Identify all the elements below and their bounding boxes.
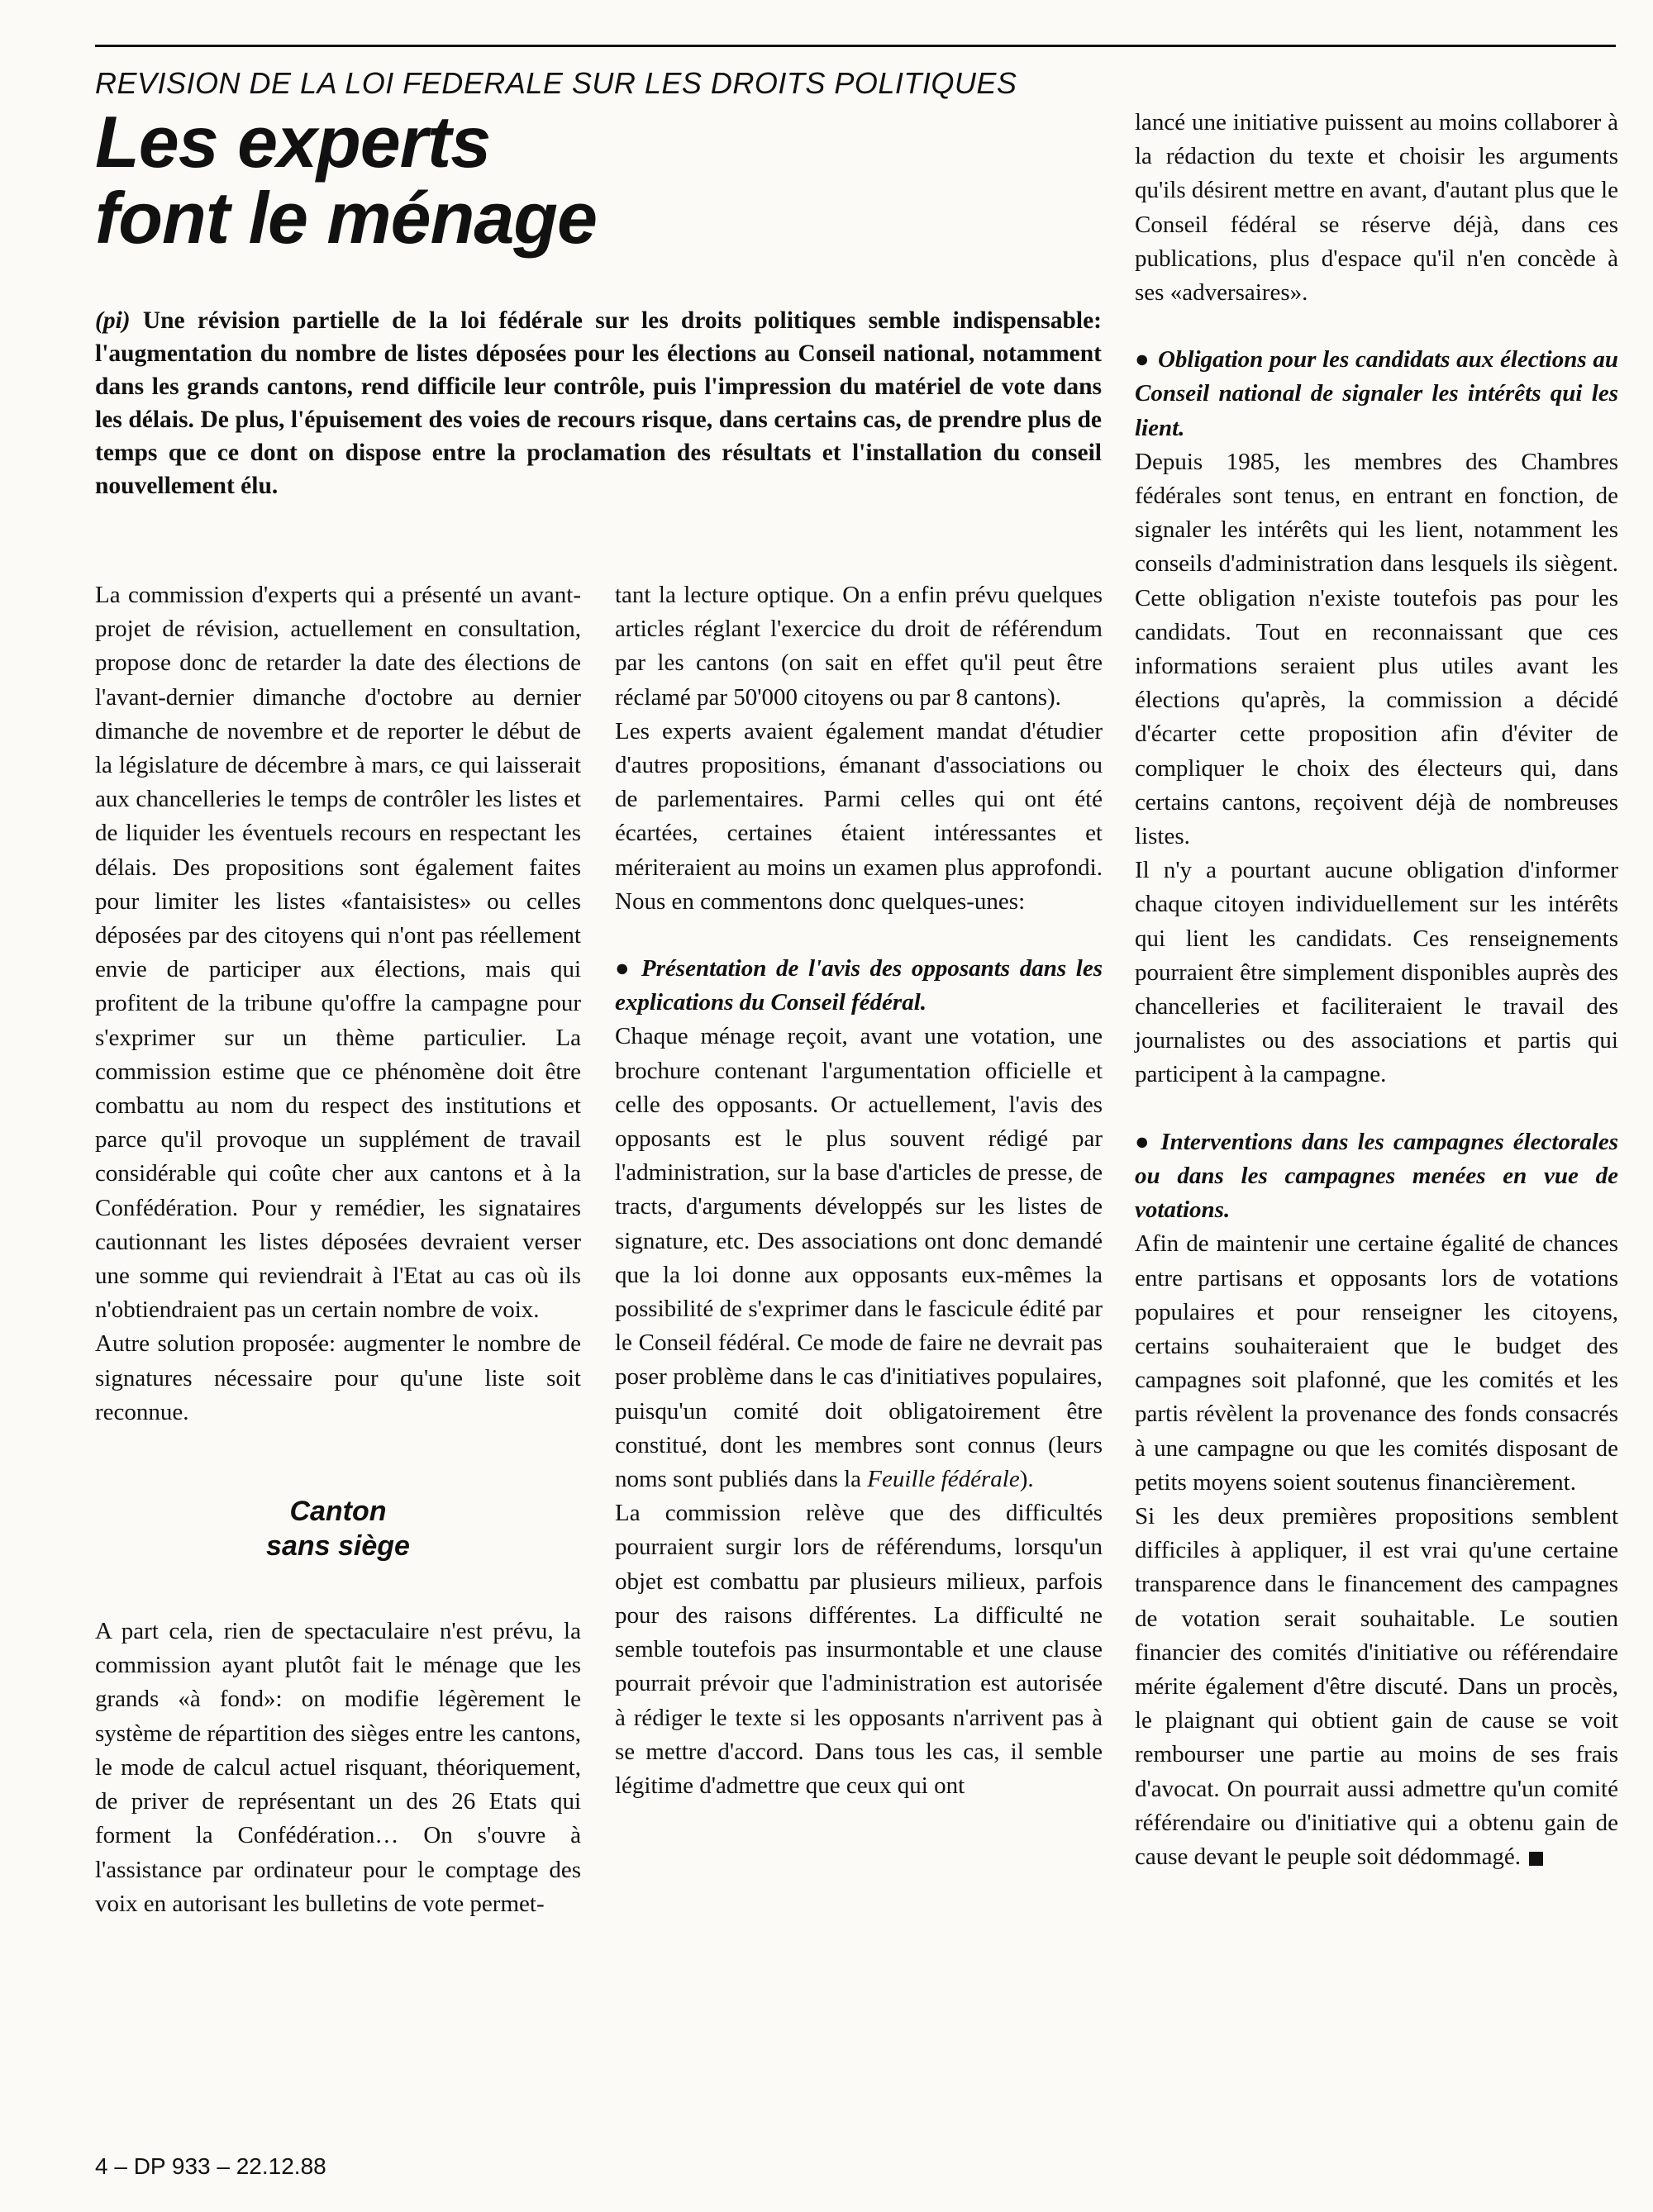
publication-title: Feuille fédérale [867, 1466, 1020, 1493]
lead-text: Une révision partielle de la loi fédérale sur les droits politiques semble indispensable: l'augmentation du nombre de listes déposées pour les élections au Conseil national, notamment dans les grands cantons, rend difficile leur contrôle, puis l'impression du matériel de vote dans les délais. De plus, l'épuisement des voies de recours risque, dans certains cas, de prendre plus de temps que ce dont on dispose entre la proclamation des résultats et l'installation du conseil nouvellement élu. [95, 307, 1102, 499]
column-2 [615, 578, 1103, 1803]
paragraph: La commission d'experts qui a présenté un avant-projet de révision, actuellement en consultation, propose donc de retarder la date des élections de l'avant-dernier dimanche d'octobre au dernier dimanche de novembre et de reporter le début de la législature de décembre à mars, ce qui laisserait aux chancelleries le temps de contrôler les listes et de liquider les éventuels recours en respectant les délais. Des propositions sont également faites pour limiter les listes «fantaisistes» ou celles déposées par des citoyens qui n'ont pas réellement envie de participer aux élections, mais qui profitent de la tribune qu'offre la campagne pour s'exprimer sur un thème particulier. La commission estime que ce phénomène doit être combattu au nom du respect des institutions et parce qu'il provoque un supplément de travail considérable qui coûte cher aux cantons et à la Confédération. Pour y remédier, les signataires cautionnant les listes déposées devraient verser une somme qui reviendrait à l'Etat au cas où ils n'obtiendraient pas un certain nombre de voix. [95, 582, 581, 1324]
paragraph: Autre solution proposée: augmenter le nombre de signatures nécessaire pour qu'une liste soit reconnue. [95, 1330, 581, 1425]
end-of-article-icon [1529, 1852, 1543, 1866]
headline-line-2: font le ménage [95, 177, 597, 259]
section-kicker: REVISION DE LA LOI FEDERALE SUR LES DROITS POLITIQUES [95, 66, 1017, 100]
paragraph: Depuis 1985, les membres des Chambres fédérales sont tenus, en entrant en fonction, de signaler les intérêts qui les lient, notamment les conseils d'administration dans lesquels ils siègent. Cette obligation n'existe toutefois pas pour les candidats. Tout en reconnaissant que ces informations seraient plus utiles avant les élections qu'après, la commission a décidé d'écarter cette proposition afin d'éviter de compliquer le choix des électeurs qui, dans certains cantons, reçoivent déjà de nombreuses listes. [1135, 448, 1618, 850]
paragraph: lancé une initiative puissent au moins collaborer à la rédaction du texte et choisir les arguments qu'ils désirent mettre en avant, d'autant plus que le Conseil fédéral se réserve déjà, dans ces publications, plus d'espace qu'il n'en concède à ses «adversaires». [1135, 109, 1618, 307]
headline-line-1: Les experts [95, 101, 491, 183]
bullet-heading [1135, 1125, 1618, 1228]
bullet-heading [615, 952, 1103, 1020]
lead-paragraph [95, 304, 1102, 502]
subheading-line-2: sans siège [266, 1530, 410, 1563]
lead-author-tag: (pi) [95, 307, 131, 334]
paragraph: Afin de maintenir une certaine égalité de chances entre partisans et opposants lors de votations populaires et pour renseigner les citoyens, certains souhaiteraient que le budget des campagnes soit plafonné, que les comités et les partis révèlent la provenance des fonds consacrés à une campagne ou que les comités disposant de petits moyens soient soutenus financièrement. [1135, 1230, 1618, 1496]
page-footer: 4 – DP 933 – 22.12.88 [95, 2153, 326, 2179]
bullet-heading [1135, 343, 1618, 445]
paragraph: La commission relève que des difficultés pourraient surgir lors de référendums, lorsqu'un objet est combattu par plusieurs milieux, parfois pour des raisons différentes. La difficulté ne semble toutefois pas insurmontable et une clause pourrait prévoir que l'administration est autorisée à rédiger le texte si les opposants n'arrivent pas à se mettre d'accord. Dans tous les cas, il semble légitime d'admettre que ceux qui ont [615, 1500, 1103, 1799]
bullet-icon: ● [1135, 346, 1150, 373]
paragraph: Les experts avaient également mandat d'étudier d'autres propositions, émanant d'associations ou de parlementaires. Parmi celles qui ont été écartées, certaines étaient intéressantes et mériteraient au moins un examen plus approfondi. Nous en commentons donc quelques-unes: [615, 717, 1103, 915]
subheading [95, 1494, 581, 1563]
column-1 [95, 578, 581, 1921]
paragraph-text: Chaque ménage reçoit, avant une votation, une brochure contenant l'argumentation officielle et celle des opposants. Or actuellement, l'avis des opposants est le plus souvent rédigé par l'administration, sur la base d'articles de presse, de tracts, d'arguments développés sur les listes de signature, etc. Des associations ont donc demandé que la loi donne aux opposants eux-mêmes la possibilité de s'exprimer dans le fascicule édité par le Conseil fédéral. Ce mode de faire ne devrait pas poser problème dans le cas d'initiatives populaires, puisqu'un comité doit obligatoirement être constitué, dont les membres sont connus (leurs noms sont publiés dans la [615, 1023, 1103, 1493]
top-rule [95, 45, 1616, 47]
subheading-line-1: Canton [289, 1496, 387, 1528]
paragraph-text-end: ). [1019, 1466, 1034, 1493]
paragraph: A part cela, rien de spectaculaire n'est prévu, la commission ayant plutôt fait le ménage que les grands «à fond»: on modifie légèrement le système de répartition des sièges entre les cantons, le mode de calcul actuel risquant, théoriquement, de priver de représentant un des 26 Etats qui forment la Confédération… On s'ouvre à l'assistance par ordinateur pour le comptage des voix en autorisant les bulletins de vote permet- [95, 1618, 581, 1917]
bullet-heading-text: Interventions dans les campagnes électorales ou dans les campagnes menées en vue de votations. [1135, 1128, 1618, 1224]
bullet-icon: ● [615, 955, 633, 982]
column-3 [1135, 106, 1618, 1874]
bullet-heading-text: Obligation pour les candidats aux élections au Conseil national de signaler les intérêts qui les lient. [1135, 346, 1618, 441]
bullet-icon: ● [1135, 1128, 1153, 1155]
paragraph: Il n'y a pourtant aucune obligation d'informer chaque citoyen individuellement sur les intérêts qui lient les candidats. Ces renseignements pourraient être simplement disponibles auprès des chancelleries et faciliteraient le travail des journalistes ou des associations et partis qui participent à la campagne. [1135, 857, 1618, 1088]
headline [95, 101, 1103, 259]
paragraph-text: Si les deux premières propositions semblent difficiles à appliquer, il est vrai qu'une certaine transparence dans le financement des campagnes de votation serait souhaitable. Le soutien financier des comités d'initiative ou référendaire mérite également d'être discuté. Dans un procès, le plaignant qui obtient gain de cause se voit rembourser une partie au moins de ses frais d'avocat. On pourrait aussi admettre qu'un comité référendaire ou d'initiative qui a obtenu gain de cause devant le peuple soit dédommagé. [1135, 1502, 1618, 1870]
paragraph [1135, 1500, 1618, 1874]
bullet-heading-text: Présentation de l'avis des opposants dans les explications du Conseil fédéral. [615, 955, 1103, 1016]
paragraph: tant la lecture optique. On a enfin prévu quelques articles réglant l'exercice du droit de référendum par les cantons (on sait en effet qu'il peut être réclamé par 50'000 citoyens ou par 8 cantons). [615, 582, 1103, 711]
paragraph [615, 1020, 1103, 1496]
